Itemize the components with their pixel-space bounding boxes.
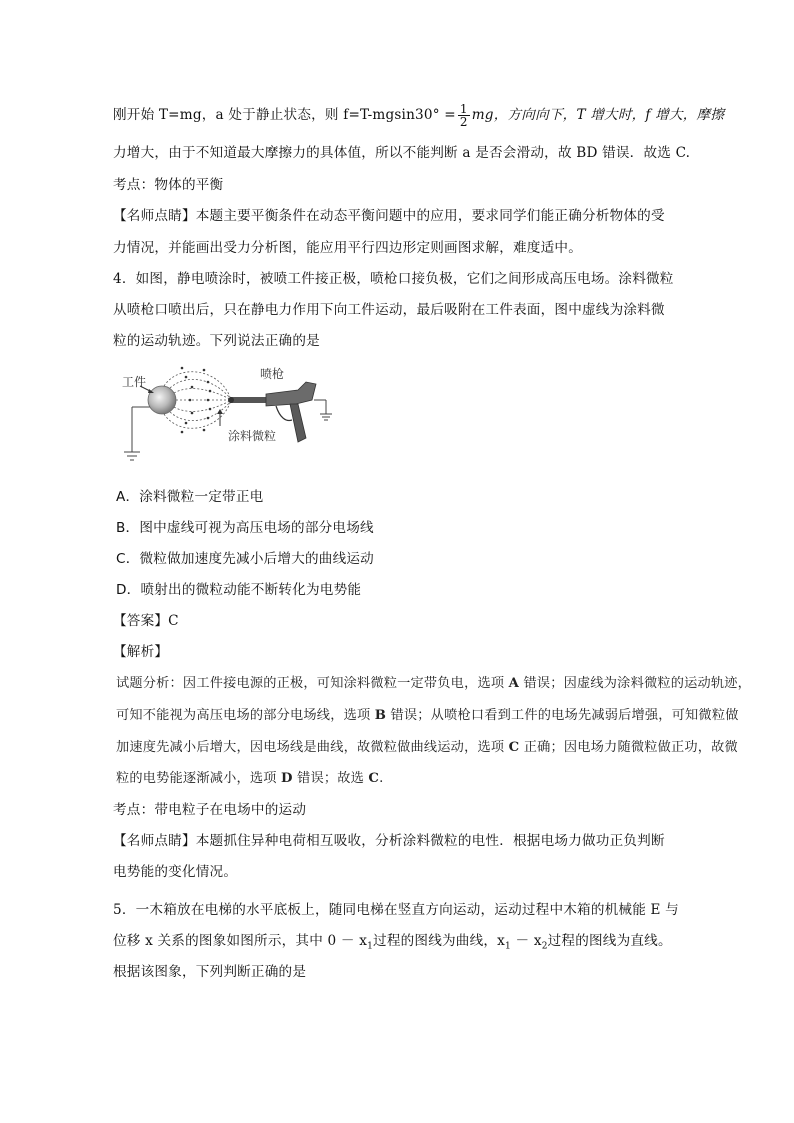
- q4-stem-line-3: 粒的运动轨迹。下列说法正确的是: [113, 333, 320, 349]
- ground-symbol-right-icon: [320, 414, 332, 420]
- prev-kaodian: 考点：物体的平衡: [113, 177, 224, 193]
- q4-tip-line-1: 【名师点睛】本题抓住异种电荷相互吸收，分析涂料微粒的电性．根据电场力做功正负判断: [113, 833, 665, 849]
- q4-analysis-line-1: 试题分析：因工件接电源的正极，可知涂料微粒一定带负电，选项 A 错误；因虚线为涂料微粒的运动轨迹，: [116, 676, 752, 691]
- workpiece-sphere: [148, 386, 176, 414]
- spray-painting-figure: [120, 360, 420, 470]
- ground-symbol-left-icon: [124, 452, 140, 460]
- fraction-one-half: $\frac{1}{2}$: [459, 102, 468, 129]
- q4-option-d: D．喷射出的微粒动能不断转化为电势能: [116, 582, 362, 598]
- q4-analysis-line-4: 粒的电势能逐渐减小，选项 D 错误；故选 C.: [116, 771, 384, 786]
- q5-stem-line-2: 位移 x 关系的图象如图所示，其中 $0 - x_1$过程的图线为曲线，$x_1 - x_2$过程的图线为直线。: [113, 933, 672, 952]
- q4-option-b: B．图中虚线可视为高压电场的部分电场线: [116, 520, 374, 536]
- q4-kaodian: 考点：带电粒子在电场中的运动: [113, 802, 307, 818]
- label-workpiece: 工件: [122, 375, 147, 389]
- label-gun: 喷枪: [260, 367, 285, 381]
- q4-option-c: C．微粒做加速度先减小后增大的曲线运动: [116, 551, 374, 567]
- q4-answer: 【答案】C: [113, 613, 179, 629]
- prev-tip-line-2: 力情况，并能画出受力分析图，能应用平行四边形定则画图求解，难度适中。: [113, 240, 582, 256]
- q4-analysis-line-2: 可知不能视为高压电场的部分电场线，选项 B 错误；从喷枪口看到工件的电场先减弱后增强，可知微粒做: [116, 708, 739, 723]
- prev-tip-line-1: 【名师点睛】本题主要平衡条件在动态平衡问题中的应用，要求同学们能正确分析物体的受: [113, 208, 665, 224]
- q4-analysis-title: 【解析】: [113, 644, 169, 660]
- q4-tip-line-2: 电势能的变化情况。: [113, 864, 238, 880]
- prev-solution-line-1: 刚开始 T=mg，a 处于静止状态，则 f=T-mgsin30° = $\frac{1}{2}$ mg，方向向下，T 增大时，f 增大，摩擦: [113, 102, 725, 129]
- q4-stem-line-2: 从喷枪口喷出后，只在静电力作用下向工件运动，最后吸附在工件表面，图中虚线为涂料微: [113, 302, 665, 318]
- q4-option-a: A．涂料微粒一定带正电: [116, 489, 264, 505]
- prev-solution-line-2: 力增大，由于不知道最大摩擦力的具体值，所以不能判断 a 是否会滑动，故 BD 错误．故选 C.: [113, 145, 691, 161]
- q4-stem-line-1: 4．如图，静电喷涂时，被喷工件接正极，喷枪口接负极，它们之间形成高压电场。涂料微粒: [113, 271, 674, 287]
- q5-stem-line-3: 根据该图象，下列判断正确的是: [113, 964, 307, 980]
- q4-analysis-line-3: 加速度先减小后增大，因电场线是曲线，故微粒做曲线运动，选项 C 正确；因电场力随微粒做正功，故微: [116, 740, 738, 755]
- label-particles: 涂料微粒: [228, 429, 277, 443]
- q5-stem-line-1: 5．一木箱放在电梯的水平底板上，随同电梯在竖直方向运动，运动过程中木箱的机械能 E 与: [113, 902, 679, 918]
